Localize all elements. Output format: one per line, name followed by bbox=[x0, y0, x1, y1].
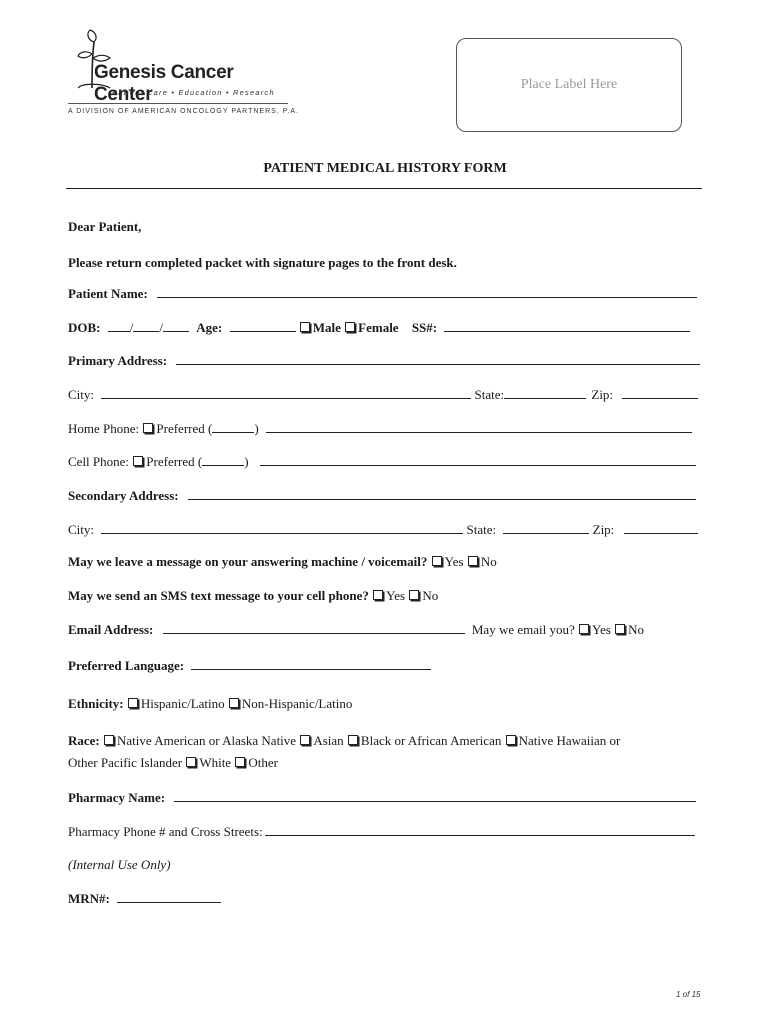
title-divider bbox=[66, 188, 702, 189]
cell-phone-label: Cell Phone: bbox=[68, 454, 130, 469]
non-hispanic-checkbox[interactable] bbox=[229, 698, 239, 708]
other-race-checkbox[interactable] bbox=[235, 757, 245, 767]
female-checkbox[interactable] bbox=[345, 322, 355, 332]
dob-label: DOB: bbox=[68, 320, 101, 335]
instruction: Please return completed packet with signature pages to the front desk. bbox=[68, 255, 457, 270]
zip-label: Zip: bbox=[591, 387, 614, 402]
home-preferred-rank-field[interactable] bbox=[212, 420, 254, 433]
pharmacy-name-label: Pharmacy Name: bbox=[68, 790, 166, 805]
logo-division: A DIVISION OF AMERICAN ONCOLOGY PARTNERS, P.A. bbox=[68, 108, 300, 115]
city-label: City: bbox=[68, 387, 95, 402]
ss-label: SS#: bbox=[411, 320, 438, 335]
patient-name-row bbox=[68, 285, 700, 303]
page-number: 1 of 15 bbox=[676, 990, 701, 999]
city-field[interactable] bbox=[101, 386, 471, 399]
ethnicity-label: Ethnicity: bbox=[68, 696, 124, 711]
native-american-label: Native American or Alaska Native bbox=[117, 733, 297, 748]
ss-field[interactable] bbox=[444, 319, 690, 332]
cell-preferred-checkbox[interactable] bbox=[133, 456, 143, 466]
voicemail-question: May we leave a message on your answering machine / voicemail? bbox=[68, 554, 428, 569]
native-american-checkbox[interactable] bbox=[104, 735, 114, 745]
city-label: City: bbox=[68, 522, 95, 537]
email-row bbox=[68, 621, 700, 639]
secondary-state-field[interactable] bbox=[503, 521, 589, 534]
male-checkbox[interactable] bbox=[300, 322, 310, 332]
sms-yes-checkbox[interactable] bbox=[373, 590, 383, 600]
secondary-address-field[interactable] bbox=[188, 487, 696, 500]
cell-preferred-rank-field[interactable] bbox=[202, 453, 244, 466]
no-label: No bbox=[628, 622, 645, 637]
label-box[interactable]: Place Label Here bbox=[456, 38, 682, 132]
home-phone-field[interactable] bbox=[266, 420, 692, 433]
email-label: Email Address: bbox=[68, 622, 154, 637]
logo-name: Genesis Cancer Center bbox=[94, 62, 234, 105]
state-label: State: bbox=[466, 522, 497, 537]
male-label: Male bbox=[312, 320, 341, 335]
asian-checkbox[interactable] bbox=[300, 735, 310, 745]
voicemail-yes-checkbox[interactable] bbox=[432, 556, 442, 566]
dob-day-field[interactable] bbox=[133, 319, 159, 332]
cell-phone-row bbox=[68, 453, 700, 471]
secondary-city-field[interactable] bbox=[101, 521, 463, 534]
logo-divider bbox=[68, 103, 288, 104]
cell-phone-field[interactable] bbox=[260, 453, 696, 466]
dob-year-field[interactable] bbox=[163, 319, 189, 332]
voicemail-no-checkbox[interactable] bbox=[468, 556, 478, 566]
age-field[interactable] bbox=[230, 319, 296, 332]
yes-label: Yes bbox=[386, 588, 406, 603]
other-race-label: Other bbox=[248, 755, 278, 770]
dob-row: DOB: / / Age: Male Female SS#: bbox=[68, 319, 700, 337]
black-label: Black or African American bbox=[360, 733, 502, 748]
language-label: Preferred Language: bbox=[68, 658, 185, 673]
mrn-field[interactable] bbox=[117, 890, 221, 903]
sms-row bbox=[68, 587, 700, 605]
non-hispanic-label: Non-Hispanic/Latino bbox=[241, 696, 353, 711]
email-no-checkbox[interactable] bbox=[615, 624, 625, 634]
pharmacy-phone-label: Pharmacy Phone # and Cross Streets: bbox=[68, 824, 263, 839]
home-phone-label: Home Phone: bbox=[68, 421, 140, 436]
yes-label: Yes bbox=[444, 554, 464, 569]
pharmacy-phone-row bbox=[68, 823, 700, 841]
pacific-islander-label: Other Pacific Islander bbox=[68, 755, 183, 770]
asian-label: Asian bbox=[313, 733, 344, 748]
state-label: State: bbox=[474, 387, 505, 402]
white-label: White bbox=[199, 755, 232, 770]
female-label: Female bbox=[358, 320, 399, 335]
internal-use-note: (Internal Use Only) bbox=[68, 857, 171, 872]
age-label: Age: bbox=[196, 320, 223, 335]
greeting: Dear Patient, bbox=[68, 219, 142, 234]
pharmacy-name-row bbox=[68, 789, 700, 807]
mrn-row bbox=[68, 890, 700, 908]
patient-name-label: Patient Name: bbox=[68, 286, 148, 301]
logo-tagline: Patient Care • Education • Research bbox=[112, 88, 275, 97]
form-title: PATIENT MEDICAL HISTORY FORM bbox=[263, 161, 507, 176]
primary-city-row bbox=[68, 386, 700, 404]
email-field[interactable] bbox=[163, 621, 465, 634]
no-label: No bbox=[422, 588, 439, 603]
race-label: Race: bbox=[68, 733, 100, 748]
hawaiian-label: Native Hawaiian or bbox=[518, 733, 621, 748]
hispanic-label: Hispanic/Latino bbox=[140, 696, 225, 711]
dob-month-field[interactable] bbox=[108, 319, 130, 332]
secondary-address-label: Secondary Address: bbox=[68, 488, 179, 503]
zip-field[interactable] bbox=[622, 386, 698, 399]
secondary-city-row bbox=[68, 521, 700, 539]
preferred-label: Preferred ( bbox=[156, 421, 213, 436]
paren-close: ) bbox=[254, 421, 259, 436]
primary-address-row bbox=[68, 352, 700, 370]
language-field[interactable] bbox=[191, 657, 431, 670]
secondary-address-row bbox=[68, 487, 700, 505]
zip-label: Zip: bbox=[592, 522, 615, 537]
preferred-label: Preferred ( bbox=[146, 454, 203, 469]
sms-question: May we send an SMS text message to your cell phone? bbox=[68, 588, 369, 603]
state-field[interactable] bbox=[504, 386, 586, 399]
language-row bbox=[68, 657, 700, 675]
home-preferred-checkbox[interactable] bbox=[143, 423, 153, 433]
primary-address-label: Primary Address: bbox=[68, 353, 168, 368]
pharmacy-name-field[interactable] bbox=[174, 789, 696, 802]
sms-no-checkbox[interactable] bbox=[409, 590, 419, 600]
home-phone-row bbox=[68, 420, 700, 438]
voicemail-row bbox=[68, 553, 700, 571]
email-yes-checkbox[interactable] bbox=[579, 624, 589, 634]
no-label: No bbox=[480, 554, 497, 569]
patient-name-field[interactable] bbox=[157, 285, 697, 298]
ethnicity-row bbox=[68, 695, 700, 713]
yes-label: Yes bbox=[592, 622, 611, 637]
paren-close: ) bbox=[244, 454, 249, 469]
hawaiian-checkbox[interactable] bbox=[506, 735, 516, 745]
race-row-continued bbox=[68, 754, 700, 772]
mrn-label: MRN#: bbox=[68, 891, 110, 906]
white-checkbox[interactable] bbox=[186, 757, 196, 767]
race-row bbox=[68, 732, 700, 750]
logo bbox=[66, 28, 300, 120]
secondary-zip-field[interactable] bbox=[624, 521, 698, 534]
pharmacy-phone-field[interactable] bbox=[265, 823, 695, 836]
hispanic-checkbox[interactable] bbox=[128, 698, 138, 708]
black-checkbox[interactable] bbox=[348, 735, 358, 745]
email-question: May we email you? bbox=[471, 622, 575, 637]
primary-address-field[interactable] bbox=[176, 352, 700, 365]
